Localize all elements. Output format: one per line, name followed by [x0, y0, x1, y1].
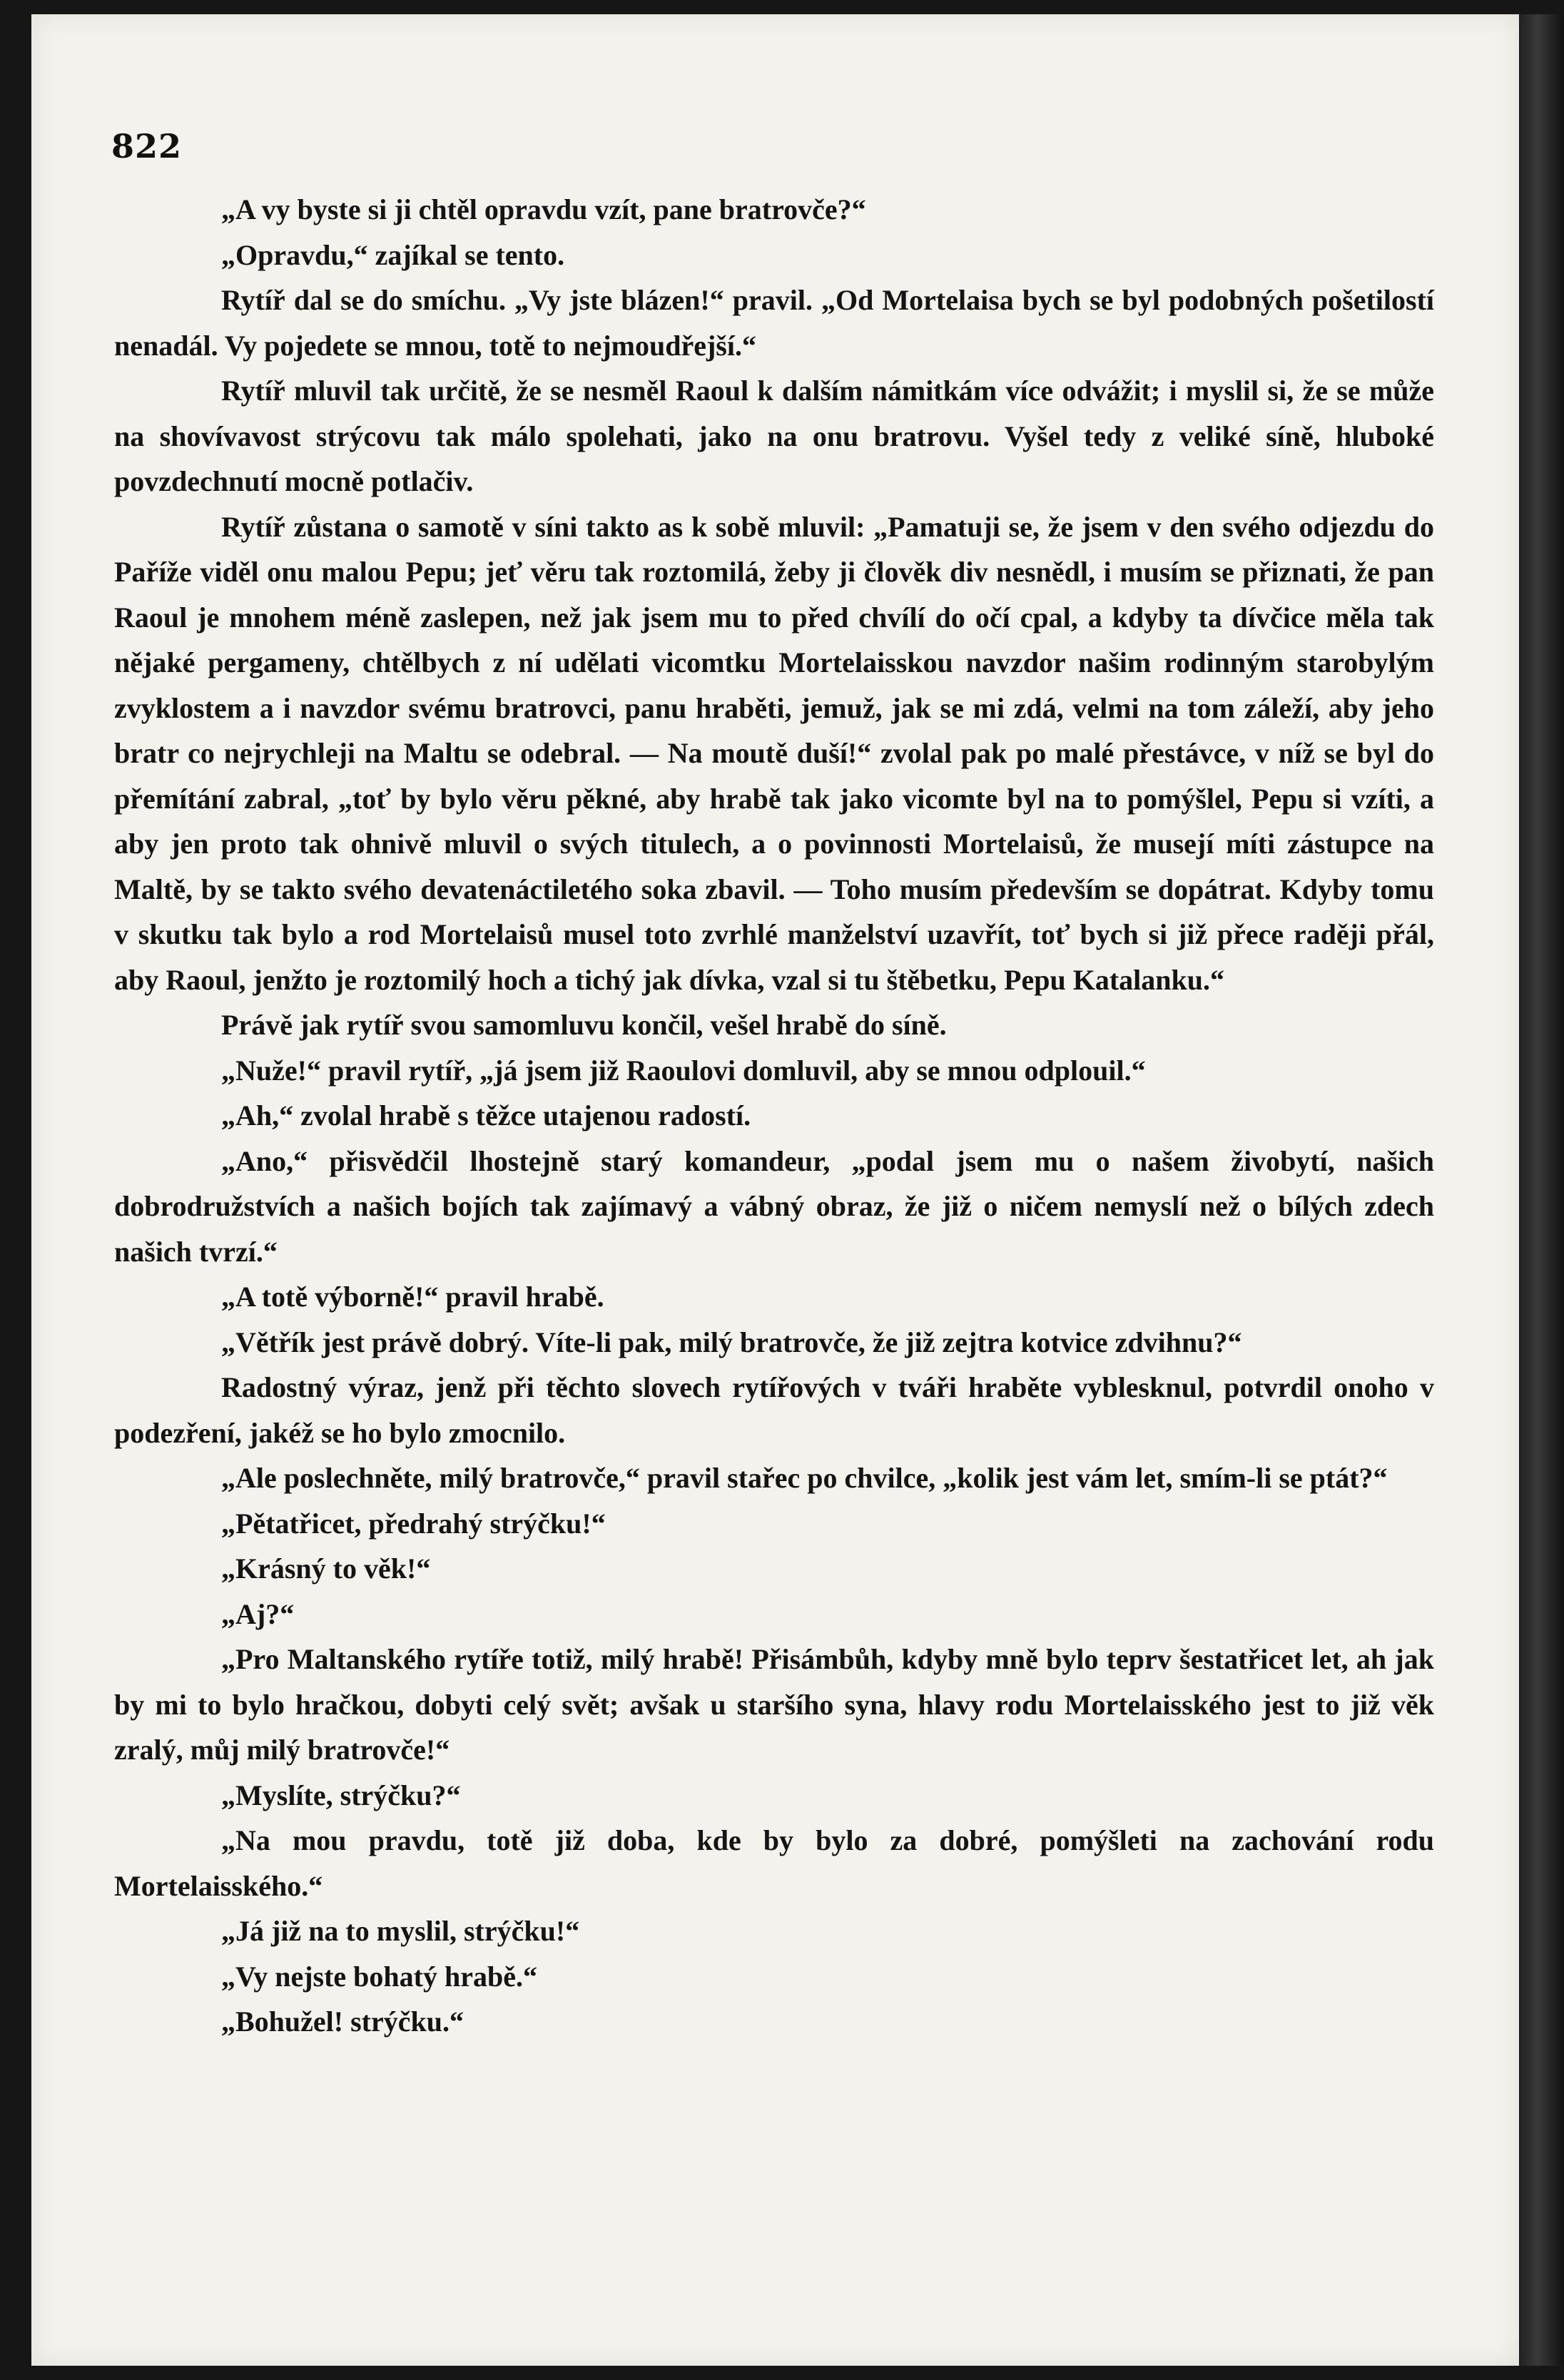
paragraph: „Větřík jest právě dobrý. Víte-li pak, milý bratrovče, že již zejtra kotvice zdvihnu?“ — [221, 1326, 1242, 1358]
paragraph: „A totě výborně!“ pravil hrabě. — [221, 1281, 604, 1313]
paragraph: „Myslíte, strýčku?“ — [221, 1779, 461, 1811]
paragraph: „A vy byste si ji chtěl opravdu vzít, pane bratrovče?“ — [221, 193, 866, 225]
paragraph: „Na mou pravdu, totě již doba, kde by bylo za dobré, pomýšleti na zachování rodu Mortelaisského.“ — [114, 1824, 1434, 1902]
paragraph: Rytíř zůstana o samotě v síni takto as k sobě mluvil: „Pamatuji se, že jsem v den svého odjezdu do Paříže viděl onu malou Pepu; jeť věru tak roztomilá, žeby ji člověk div nesnědl, i musím se přiznati, že pan Raoul je mnohem méně zaslepen, než jak jsem mu to před chvílí do očí cpal, a kdyby ta dívčice měla tak nějaké pergameny, chtělbych z ní udělati vicomtku Mortelaisskou navzdor našim rodinným starobylým zvyklostem a i navzdor svému bratrovci, panu hraběti, jemuž, jak se mi zdá, velmi na tom záleží, aby jeho bratr co nejrychleji na Maltu se odebral. — Na moutě duší!“ zvolal pak po malé přestávce, v níž se byl do přemítání zabral, „toť by bylo věru pěkné, aby hrabě tak jako vicomte byl na to pomýšlel, Pepu si vzíti, a aby jen proto tak ohnivě mluvil o svých titulech, a o povinnosti Mortelaisů, že musejí míti zástupce na Maltě, by se takto svého devatenáctiletého soka zbavil. — Toho musím především se dopátrat. Kdyby tomu v skutku tak bylo a rod Mortelaisů musel toto zvrhlé manželství uzavřít, toť bych si již přece raději přál, aby Raoul, jenžto je roztomilý hoch a tichý jak dívka, vzal si tu štěbetku, Pepu Katalanku.“ — [114, 510, 1434, 996]
book-edge — [1520, 14, 1564, 2366]
paragraph: Rytíř dal se do smíchu. „Vy jste blázen!“ pravil. „Od Mortelaisa bych se byl podobných pošetilostí nenadál. Vy pojedete se mnou, totě to nejmoudřejší.“ — [114, 284, 1434, 362]
paragraph: „Krásný to věk!“ — [221, 1552, 431, 1585]
paragraph: „Aj?“ — [221, 1597, 295, 1630]
paragraph: „Vy nejste bohatý hrabě.“ — [221, 1960, 537, 1993]
paragraph: „Ah,“ zvolal hrabě s těžce utajenou radostí. — [221, 1099, 751, 1131]
paragraph: Rytíř mluvil tak určitě, že se nesměl Raoul k dalším námitkám více odvážit; i myslil si, že se může na shovívavost strýcovu tak málo spolehati, jako na onu bratrovu. Vyšel tedy z veliké síně, hluboké povzdechnutí mocně potlačiv. — [114, 375, 1434, 497]
paragraph: „Bohužel! strýčku.“ — [221, 2005, 464, 2038]
paragraph: „Já již na to myslil, strýčku!“ — [221, 1915, 580, 1947]
paragraph: „Pětatřicet, předrahý strýčku!“ — [221, 1507, 606, 1540]
paragraph: „Pro Maltanského rytíře totiž, milý hrabě! Přisámbůh, kdyby mně bylo teprv šestatřicet let, ah jak by mi to bylo hračkou, dobyti celý svět; avšak u staršího syna, hlavy rodu Mortelaisského jest to již věk zralý, můj milý bratrovče!“ — [114, 1643, 1434, 1766]
paragraph: „Opravdu,“ zajíkal se tento. — [221, 238, 565, 271]
paragraph: Radostný výraz, jenž při těchto slovech rytířových v tváři hraběte vyblesknul, potvrdil onoho v podezření, jakéž se ho bylo zmocnilo. — [114, 1371, 1434, 1449]
page-number: 822 — [111, 127, 183, 166]
page-text — [114, 187, 1434, 2045]
paragraph: „Ano,“ přisvědčil lhostejně starý komandeur, „podal jsem mu o našem živobytí, našich dobrodružstvích a našich bojích tak zajímavý a vábný obraz, že již o ničem nemyslí než o bílých zdech našich tvrzí.“ — [114, 1144, 1434, 1268]
paragraph: „Ale poslechněte, milý bratrovče,“ pravil stařec po chvilce, „kolik jest vám let, smím-li se ptát?“ — [221, 1462, 1388, 1494]
paragraph: Právě jak rytíř svou samomluvu končil, vešel hrabě do síně. — [221, 1009, 947, 1041]
paragraph: „Nuže!“ pravil rytíř, „já jsem již Raoulovi domluvil, aby se mnou odplouil.“ — [221, 1054, 1146, 1087]
